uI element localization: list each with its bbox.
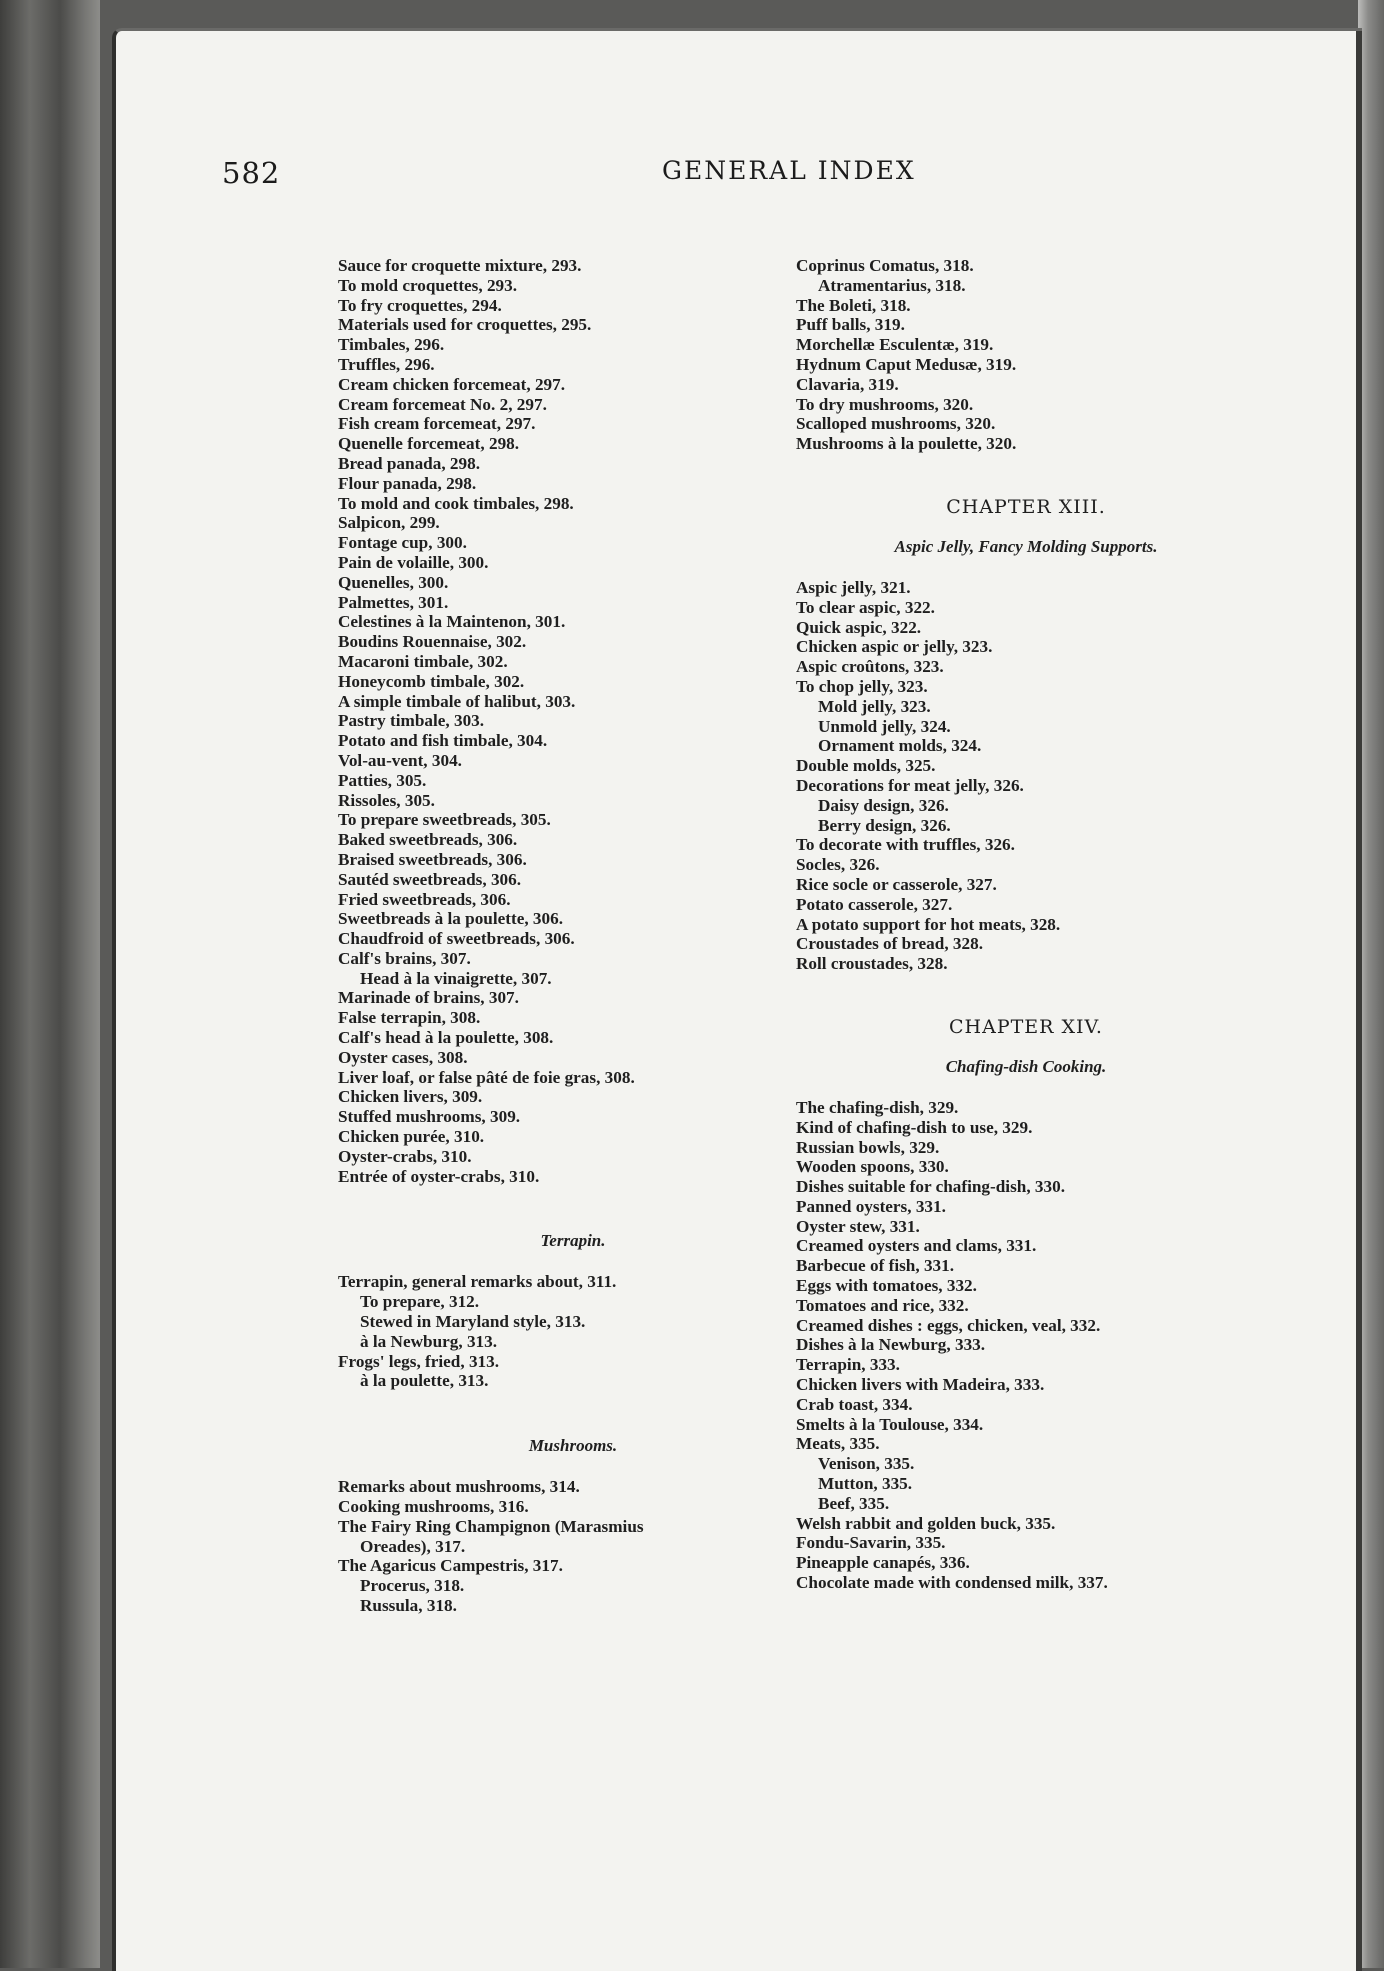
index-entry: Potato and fish timbale, 304. bbox=[338, 731, 548, 751]
index-entry: To clear aspic, 322. bbox=[796, 597, 935, 617]
index-entry: Roll croustades, 328. bbox=[796, 954, 948, 974]
index-entry: Aspic jelly, 321. bbox=[796, 577, 911, 597]
index-entry: Chocolate made with condensed milk, 337. bbox=[796, 1573, 1108, 1593]
index-entry: Boudins Rouennaise, 302. bbox=[338, 632, 527, 652]
index-entry: To fry croquettes, 294. bbox=[338, 295, 502, 315]
index-entry: Chicken purée, 310. bbox=[338, 1127, 485, 1147]
index-entry: Salpicon, 299. bbox=[338, 513, 440, 533]
index-subentry: Procerus, 318. bbox=[360, 1576, 465, 1596]
index-entry: Timbales, 296. bbox=[338, 335, 445, 355]
index-entry: To dry mushrooms, 320. bbox=[796, 394, 974, 414]
index-entry: Crab toast, 334. bbox=[796, 1394, 913, 1414]
chapter-heading-xiv: CHAPTER XIV. bbox=[949, 1015, 1103, 1038]
index-entry: Quick aspic, 322. bbox=[796, 617, 922, 637]
index-entry: Truffles, 296. bbox=[338, 354, 435, 374]
index-entry: Sauce for croquette mixture, 293. bbox=[338, 256, 582, 275]
index-subentry: Beef, 335. bbox=[818, 1493, 890, 1513]
index-entry: Potato casserole, 327. bbox=[796, 894, 953, 914]
index-entry: Dishes suitable for chafing-dish, 330. bbox=[796, 1177, 1065, 1197]
index-entry: Sweetbreads à la poulette, 306. bbox=[338, 909, 564, 929]
index-entry: Croustades of bread, 328. bbox=[796, 934, 984, 954]
entry-group bbox=[796, 796, 1256, 836]
index-entry: Creamed dishes : eggs, chicken, veal, 332. bbox=[796, 1315, 1101, 1335]
index-entry: Fried sweetbreads, 306. bbox=[338, 889, 511, 909]
index-subentry: Ornament molds, 324. bbox=[818, 736, 982, 756]
index-entry: Liver loaf, or false pâté de foie gras, 308. bbox=[338, 1067, 635, 1087]
index-entry: Double molds, 325. bbox=[796, 756, 936, 776]
index-entry: Chicken aspic or jelly, 323. bbox=[796, 637, 993, 657]
index-column-left bbox=[338, 256, 808, 1616]
entry-group bbox=[338, 256, 808, 969]
index-subentry: Russula, 318. bbox=[360, 1596, 457, 1616]
index-entry: Celestines à la Maintenon, 301. bbox=[338, 612, 566, 632]
book-spine bbox=[0, 0, 100, 1968]
index-entry: Mushrooms à la poulette, 320. bbox=[796, 434, 1017, 454]
entry-group bbox=[796, 1454, 1256, 1513]
index-entry: False terrapin, 308. bbox=[338, 1008, 481, 1028]
index-column-right bbox=[796, 256, 1256, 1593]
index-subentry: Berry design, 326. bbox=[818, 815, 951, 835]
chapter-subtitle-xiv: Chafing-dish Cooking. bbox=[945, 1056, 1107, 1076]
index-entry: Fish cream forcemeat, 297. bbox=[338, 414, 536, 434]
index-subentry: Daisy design, 326. bbox=[818, 795, 949, 815]
index-entry: Entrée of oyster-crabs, 310. bbox=[338, 1166, 540, 1186]
index-entry: Terrapin, general remarks about, 311. bbox=[338, 1272, 617, 1292]
index-entry: Rice socle or casserole, 327. bbox=[796, 874, 997, 894]
index-entry: Decorations for meat jelly, 326. bbox=[796, 775, 1024, 795]
index-entry: Chicken livers, 309. bbox=[338, 1087, 483, 1107]
page-number: 582 bbox=[222, 156, 281, 190]
index-entry: Rissoles, 305. bbox=[338, 790, 435, 810]
entry-group bbox=[338, 1477, 808, 1536]
chapter-subtitle-xiii: Aspic Jelly, Fancy Molding Supports. bbox=[894, 536, 1158, 556]
index-entry: The chafing-dish, 329. bbox=[796, 1097, 959, 1117]
section-heading-terrapin: Terrapin. bbox=[540, 1231, 606, 1251]
index-entry: Socles, 326. bbox=[796, 855, 880, 875]
index-entry: To mold croquettes, 293. bbox=[338, 275, 518, 295]
index-entry: Pastry timbale, 303. bbox=[338, 711, 485, 731]
index-subentry: Head à la vinaigrette, 307. bbox=[360, 968, 552, 988]
index-entry: Creamed oysters and clams, 331. bbox=[796, 1236, 1037, 1256]
index-entry: Terrapin, 333. bbox=[796, 1355, 900, 1375]
index-entry: Kind of chafing-dish to use, 329. bbox=[796, 1117, 1033, 1137]
index-entry: Chaudfroid of sweetbreads, 306. bbox=[338, 929, 575, 949]
page-gutter-shadow bbox=[1356, 31, 1362, 1971]
index-subentry: Unmold jelly, 324. bbox=[818, 716, 951, 736]
index-entry: The Agaricus Campestris, 317. bbox=[338, 1556, 563, 1576]
index-entry: Welsh rabbit and golden buck, 335. bbox=[796, 1513, 1056, 1533]
index-entry: Bread panada, 298. bbox=[338, 453, 480, 473]
index-entry: Barbecue of fish, 331. bbox=[796, 1256, 955, 1276]
index-entry: The Boleti, 318. bbox=[796, 295, 911, 315]
index-entry: Scalloped mushrooms, 320. bbox=[796, 414, 996, 434]
index-entry: Cream chicken forcemeat, 297. bbox=[338, 374, 566, 394]
index-entry: Pineapple canapés, 336. bbox=[796, 1553, 970, 1573]
index-entry: Flour panada, 298. bbox=[338, 473, 477, 493]
index-entry: Fondu-Savarin, 335. bbox=[796, 1533, 946, 1553]
entry-group bbox=[796, 697, 1256, 756]
index-entry: To prepare sweetbreads, 305. bbox=[338, 810, 551, 830]
index-entry: To decorate with truffles, 326. bbox=[796, 835, 1015, 855]
index-entry: Materials used for croquettes, 295. bbox=[338, 315, 592, 335]
entry-group bbox=[796, 835, 1256, 974]
index-entry: Hydnum Caput Medusæ, 319. bbox=[796, 354, 1017, 374]
index-subentry: à la Newburg, 313. bbox=[360, 1331, 498, 1351]
index-entry: Frogs' legs, fried, 313. bbox=[338, 1351, 500, 1371]
index-entry: Braised sweetbreads, 306. bbox=[338, 849, 527, 869]
index-entry: Calf's brains, 307. bbox=[338, 948, 471, 968]
index-entry: Fontage cup, 300. bbox=[338, 533, 467, 553]
chapter-heading-xiii: CHAPTER XIII. bbox=[946, 495, 1106, 518]
index-entry: Puff balls, 319. bbox=[796, 315, 905, 335]
index-entry: Patties, 305. bbox=[338, 770, 427, 790]
index-entry: A simple timbale of halibut, 303. bbox=[338, 691, 576, 711]
index-entry: Eggs with tomatoes, 332. bbox=[796, 1276, 977, 1296]
index-subentry: To prepare, 312. bbox=[360, 1292, 480, 1312]
index-entry: Dishes à la Newburg, 333. bbox=[796, 1335, 986, 1355]
index-entry: Calf's head à la poulette, 308. bbox=[338, 1028, 554, 1048]
index-entry: Quenelles, 300. bbox=[338, 572, 449, 592]
index-entry: To mold and cook timbales, 298. bbox=[338, 493, 574, 513]
index-entry: Russian bowls, 329. bbox=[796, 1137, 940, 1157]
index-entry-continuation: Oreades), 317. bbox=[360, 1536, 466, 1556]
running-head bbox=[222, 156, 1182, 216]
index-subentry: Stewed in Maryland style, 313. bbox=[360, 1312, 586, 1332]
index-entry: Remarks about mushrooms, 314. bbox=[338, 1477, 580, 1497]
index-entry: Vol-au-vent, 304. bbox=[338, 750, 462, 770]
index-subentry: Venison, 335. bbox=[818, 1454, 915, 1474]
index-entry: Tomatoes and rice, 332. bbox=[796, 1295, 969, 1315]
index-subentry: Atramentarius, 318. bbox=[818, 275, 966, 295]
entry-group bbox=[796, 1098, 1256, 1454]
entry-group bbox=[796, 296, 1256, 454]
section-heading-mushrooms: Mushrooms. bbox=[528, 1436, 618, 1456]
index-entry: Oyster-crabs, 310. bbox=[338, 1146, 472, 1166]
index-entry: Sautéd sweetbreads, 306. bbox=[338, 869, 522, 889]
index-entry: The Fairy Ring Champignon (Marasmius bbox=[338, 1516, 644, 1536]
index-entry: Meats, 335. bbox=[796, 1434, 880, 1454]
index-entry: Pain de volaille, 300. bbox=[338, 552, 489, 572]
entry-group bbox=[338, 1576, 808, 1616]
index-subentry: Mutton, 335. bbox=[818, 1474, 913, 1494]
index-entry: Baked sweetbreads, 306. bbox=[338, 830, 518, 850]
index-entry: Palmettes, 301. bbox=[338, 592, 449, 612]
index-entry: Panned oysters, 331. bbox=[796, 1196, 946, 1216]
index-entry: Aspic croûtons, 323. bbox=[796, 657, 944, 677]
entry-group bbox=[796, 578, 1256, 697]
index-entry: Honeycomb timbale, 302. bbox=[338, 671, 525, 691]
index-entry: Clavaria, 319. bbox=[796, 374, 899, 394]
index-entry: Cream forcemeat No. 2, 297. bbox=[338, 394, 547, 414]
index-subentry: à la poulette, 313. bbox=[360, 1371, 489, 1391]
entry-group bbox=[796, 1514, 1256, 1593]
entry-group bbox=[338, 1292, 808, 1351]
page-title: GENERAL INDEX bbox=[662, 156, 916, 185]
entry-group bbox=[338, 988, 808, 1186]
entry-group bbox=[796, 756, 1256, 796]
index-entry: Oyster cases, 308. bbox=[338, 1047, 468, 1067]
index-entry: Smelts à la Toulouse, 334. bbox=[796, 1414, 984, 1434]
index-entry: Quenelle forcemeat, 298. bbox=[338, 434, 520, 454]
index-entry: Marinade of brains, 307. bbox=[338, 988, 519, 1008]
index-entry: Morchellæ Esculentæ, 319. bbox=[796, 335, 994, 355]
index-entry: To chop jelly, 323. bbox=[796, 676, 928, 696]
index-subentry: Mold jelly, 323. bbox=[818, 696, 931, 716]
index-entry: Coprinus Comatus, 318. bbox=[796, 256, 974, 275]
index-entry: Cooking mushrooms, 316. bbox=[338, 1497, 529, 1517]
index-entry: Wooden spoons, 330. bbox=[796, 1157, 949, 1177]
index-entry: A potato support for hot meats, 328. bbox=[796, 914, 1061, 934]
index-entry: Macaroni timbale, 302. bbox=[338, 651, 508, 671]
index-entry: Oyster stew, 331. bbox=[796, 1216, 920, 1236]
index-entry: Stuffed mushrooms, 309. bbox=[338, 1107, 521, 1127]
index-entry: Chicken livers with Madeira, 333. bbox=[796, 1375, 1045, 1395]
